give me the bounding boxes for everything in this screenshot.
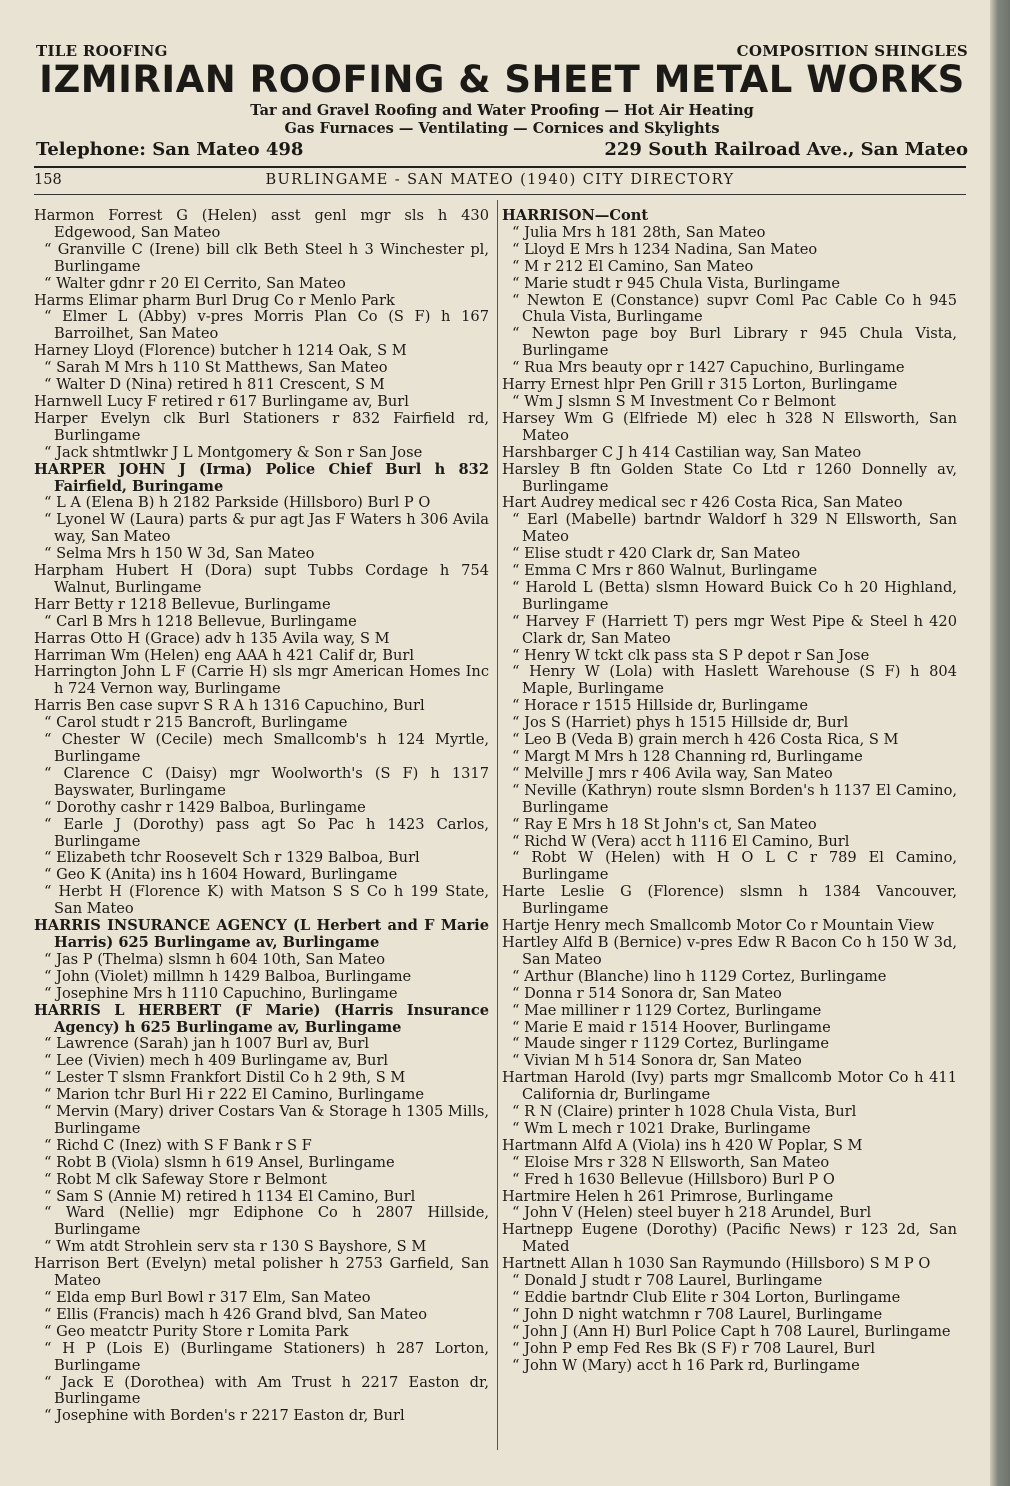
directory-entry: “ H P (Lois E) (Burlingame Stationers) h 287 Lorton, Burlingame [44,1339,489,1374]
directory-entry: Hartman Harold (Ivy) parts mgr Smallcomb Motor Co h 411 California dr, Burlingame [502,1069,957,1104]
directory-entry: “ Mervin (Mary) driver Costars Van & Storage h 1305 Mills, Burlingame [44,1103,489,1137]
directory-entry: “ Ward (Nellie) mgr Ediphone Co h 2807 Hillside, Burlingame [44,1204,489,1239]
directory-entry: “ Herbt H (Florence K) with Matson S S Co h 199 State, San Mateo [44,883,489,918]
directory-entry: “ Donald J studt r 708 Laurel, Burlingame [512,1272,823,1290]
directory-entry: “ Carl B Mrs h 1218 Bellevue, Burlingame [44,612,357,630]
directory-entry: “ Wm L mech r 1021 Drake, Burlingame [512,1119,811,1137]
directory-entry: “ Margt M Mrs h 128 Channing rd, Burlingame [512,748,863,765]
directory-entry: “ John D night watchmn r 708 Laurel, Burlingame [512,1305,883,1323]
directory-entry: Harrison Bert (Evelyn) metal polisher h 2753 Garfield, San Mateo [34,1255,489,1290]
ad-services-line-1: Tar and Gravel Roofing and Water Proofing — Hot Air Heating [250,102,754,119]
directory-entry: “ John P emp Fed Res Bk (S F) r 708 Laurel, Burl [512,1339,876,1357]
directory-entry: Harriman Wm (Helen) eng AAA h 421 Calif dr, Burl [34,646,414,664]
directory-entry: HARRIS INSURANCE AGENCY (L Herbert and F Marie Harris) 625 Burlingame av, Burlingame [34,917,489,951]
directory-entry: “ Earl (Mabelle) bartndr Waldorf h 329 N Ellsworth, San Mateo [512,511,957,546]
directory-entry: Harr Betty r 1218 Bellevue, Burlingame [34,595,331,613]
directory-entry: Hartnepp Eugene (Dorothy) (Pacific News) r 123 2d, San Mated [502,1221,957,1256]
directory-entry: “ Wm atdt Strohlein serv sta r 130 S Bayshore, S M [44,1238,427,1256]
directory-entry: “ Leo B (Veda B) grain merch h 426 Costa Rica, S M [512,731,899,749]
directory-entry: HARPER JOHN J (Irma) Police Chief Burl h 832 Fairfield, Buringame [34,460,489,495]
ad-title: IZMIRIAN ROOFING & SHEET METAL WORKS [39,58,965,101]
directory-entry: Harrington John L F (Carrie H) sls mgr American Homes Inc h 724 Vernon way, Burlingame [34,663,489,698]
directory-entry: “ Earle J (Dorothy) pass agt So Pac h 1423 Carlos, Burlingame [44,815,489,850]
directory-entry: “ Fred h 1630 Bellevue (Hillsboro) Burl P O [512,1170,835,1188]
directory-entry: Harsley B ftn Golden State Co Ltd r 1260 Donnelly av, Burlingame [502,460,957,495]
directory-entry: “ Carol studt r 215 Bancroft, Burlingame [44,714,348,732]
directory-entry: “ Dorothy cashr r 1429 Balboa, Burlingame [44,798,366,816]
directory-entry: “ Walter D (Nina) retired h 811 Crescent, S M [44,376,385,394]
directory-entry: Harsey Wm G (Elfriede M) elec h 328 N Ellsworth, San Mateo [502,409,957,444]
directory-entry: Hartnett Allan h 1030 San Raymundo (Hillsboro) S M P O [502,1255,931,1273]
header-rule [34,166,966,168]
directory-entry: “ Jack E (Dorothea) with Am Trust h 2217 Easton dr, Burlingame [44,1373,489,1408]
directory-entry: “ Newton page boy Burl Library r 945 Chula Vista, Burlingame [512,325,957,360]
directory-entry: Harte Leslie G (Florence) slsmn h 1384 Vancouver, Burlingame [502,883,957,918]
directory-entry: Harpham Hubert H (Dora) supt Tubbs Cordage h 754 Walnut, Burlingame [34,562,489,596]
directory-entry: Harras Otto H (Grace) adv h 135 Avila way, S M [34,629,390,647]
directory-entry: “ Harvey F (Harriett T) pers mgr West Pipe & Steel h 420 Clark dr, San Mateo [512,612,957,647]
directory-entry: “ Clarence C (Daisy) mgr Woolworth's (S F) h 1317 Bayswater, Burlingame [44,764,489,799]
directory-entry: “ Lyonel W (Laura) parts & pur agt Jas F Waters h 306 Avila way, San Mateo [44,511,489,546]
directory-entry: Harper Evelyn clk Burl Stationers r 832 Fairfield rd, Burlingame [34,409,489,444]
directory-entry: “ Rua Mrs beauty opr r 1427 Capuchino, Burlingame [512,359,905,377]
directory-entry: “ Eddie bartndr Club Elite r 304 Lorton, Burlingame [512,1289,901,1306]
directory-entry: “ Lee (Vivien) mech h 409 Burlingame av, Burl [44,1052,389,1070]
directory-entry: “ Jos S (Harriet) phys h 1515 Hillside dr, Burl [512,714,849,732]
directory-entry: “ Maude singer r 1129 Cortez, Burlingame [512,1035,830,1053]
directory-entry: “ Marie E maid r 1514 Hoover, Burlingame [512,1018,831,1036]
directory-entry: Harshbarger C J h 414 Castilian way, San Mateo [502,443,862,461]
directory-entry: “ Marion tchr Burl Hi r 222 El Camino, Burlingame [44,1086,424,1104]
directory-entry: Hart Audrey medical sec r 426 Costa Rica, San Mateo [502,494,903,512]
directory-entry: “ Selma Mrs h 150 W 3d, San Mateo [44,545,315,563]
directory-entry: Harris Ben case supvr S R A h 1316 Capuchino, Burl [34,697,425,715]
page-edge [990,0,1010,1486]
directory-entry: “ Robt B (Viola) slsmn h 619 Ansel, Burlingame [44,1153,395,1171]
directory-entry: “ Josephine with Borden's r 2217 Easton dr, Burl [44,1407,405,1425]
ad-address: 229 South Railroad Ave., San Mateo [604,139,968,160]
directory-entry: “ Lawrence (Sarah) jan h 1007 Burl av, Burl [44,1035,369,1053]
header-underline [34,194,966,195]
right-column [502,208,957,1375]
directory-entry: “ Mae milliner r 1129 Cortez, Burlingame [512,1001,822,1019]
directory-entry: “ John (Violet) millmn h 1429 Balboa, Burlingame [44,967,412,985]
directory-entry: “ Sam S (Annie M) retired h 1134 El Camino, Burl [44,1187,416,1205]
directory-entry: “ Julia Mrs h 181 28th, San Mateo [512,223,766,241]
directory-entry: HARRISON—Cont [502,207,649,224]
directory-entry: “ Josephine Mrs h 1110 Capuchino, Burlingame [44,984,398,1002]
directory-entry: “ John W (Mary) acct h 16 Park rd, Burlingame [512,1356,860,1374]
left-column [34,208,489,1425]
ad-right-tag: COMPOSITION SHINGLES [736,42,968,60]
directory-entry: “ Henry W (Lola) with Haslett Warehouse (S F) h 804 Maple, Burlingame [512,663,957,698]
directory-entry: “ Arthur (Blanche) lino h 1129 Cortez, Burlingame [512,967,887,985]
page-number: 158 [34,172,62,188]
directory-entry: “ Emma C Mrs r 860 Walnut, Burlingame [512,562,818,580]
directory-entry: “ Newton E (Constance) supvr Coml Pac Cable Co h 945 Chula Vista, Burlingame [512,291,957,326]
directory-entry: “ Elise studt r 420 Clark dr, San Mateo [512,545,801,563]
column-divider [497,200,498,1450]
directory-entry: “ Geo meatctr Purity Store r Lomita Park [44,1322,349,1340]
ad-contact [36,139,968,161]
directory-entry: “ Neville (Kathryn) route slsmn Borden's h 1137 El Camino, Burlingame [512,781,957,816]
directory-entry: Harmon Forrest G (Helen) asst genl mgr sls h 430 Edgewood, San Mateo [34,207,489,241]
directory-entry: Harry Ernest hlpr Pen Grill r 315 Lorton, Burlingame [502,376,898,394]
directory-entry: “ Jas P (Thelma) slsmn h 604 10th, San Mateo [44,950,386,968]
directory-entry: Harms Elimar pharm Burl Drug Co r Menlo Park [34,291,395,309]
directory-entry: “ Sarah M Mrs h 110 St Matthews, San Mateo [44,359,388,377]
directory-entry: “ Ray E Mrs h 18 St John's ct, San Mateo [512,815,817,833]
directory-entry: “ L A (Elena B) h 2182 Parkside (Hillsboro) Burl P O [44,494,431,512]
directory-entry: “ Geo K (Anita) ins h 1604 Howard, Burlingame [44,866,398,884]
directory-entry: “ Richd W (Vera) acct h 1116 El Camino, Burl [512,832,850,850]
directory-entry: “ Marie studt r 945 Chula Vista, Burlingame [512,274,840,292]
directory-entry: “ Robt W (Helen) with H O L C r 789 El Camino, Burlingame [512,849,957,884]
directory-entry: “ R N (Claire) printer h 1028 Chula Vista, Burl [512,1103,857,1121]
directory-entry: “ Ellis (Francis) mach h 426 Grand blvd, San Mateo [44,1305,427,1323]
directory-entry: “ Jack shtmtlwkr J L Montgomery & Son r San Jose [44,443,423,461]
directory-entry: “ Melville J mrs r 406 Avila way, San Mateo [512,764,833,782]
directory-entry: “ Walter gdnr r 20 El Cerrito, San Mateo [44,274,346,292]
advertisement-banner [36,42,968,161]
directory-entry: “ Vivian M h 514 Sonora dr, San Mateo [512,1052,802,1070]
ad-left-tag: TILE ROOFING [36,42,168,60]
directory-entry: Hartmann Alfd A (Viola) ins h 420 W Poplar, S M [502,1136,863,1154]
directory-entry: “ Horace r 1515 Hillside dr, Burlingame [512,697,808,715]
directory-entry: HARRIS L HERBERT (F Marie) (Harris Insurance Agency) h 625 Burlingame av, Burlingame [34,1001,489,1036]
directory-entry: “ Henry W tckt clk pass sta S P depot r San Jose [512,646,870,664]
directory-entry: Harnwell Lucy F retired r 617 Burlingame av, Burl [34,392,409,410]
directory-entry: “ Elizabeth tchr Roosevelt Sch r 1329 Balboa, Burl [44,849,420,867]
directory-entry: “ Elda emp Burl Bowl r 317 Elm, San Mateo [44,1289,371,1306]
directory-entry: “ Granville C (Irene) bill clk Beth Steel h 3 Winchester pl, Burlingame [44,240,489,275]
directory-entry: “ Harold L (Betta) slsmn Howard Buick Co h 20 Highland, Burlingame [512,578,957,613]
directory-entry: “ Lloyd E Mrs h 1234 Nadina, San Mateo [512,240,818,258]
directory-entry: “ Chester W (Cecile) mech Smallcomb's h 124 Myrtle, Burlingame [44,731,489,765]
directory-entry: Hartje Henry mech Smallcomb Motor Co r Mountain View [502,917,935,935]
directory-entry: “ Elmer L (Abby) v-pres Morris Plan Co (S F) h 167 Barroilhet, San Mateo [44,308,489,343]
directory-entry: “ John J (Ann H) Burl Police Capt h 708 Laurel, Burlingame [512,1322,951,1340]
directory-entry: Hartley Alfd B (Bernice) v-pres Edw R Bacon Co h 150 W 3d, San Mateo [502,933,957,968]
directory-entry: “ Donna r 514 Sonora dr, San Mateo [512,984,782,1002]
directory-entry: “ John V (Helen) steel buyer h 218 Arundel, Burl [512,1204,872,1222]
ad-telephone: Telephone: San Mateo 498 [36,139,304,160]
directory-entry: Hartmire Helen h 261 Primrose, Burlingame [502,1187,834,1205]
directory-entry: “ Robt M clk Safeway Store r Belmont [44,1170,327,1188]
directory-entry: “ M r 212 El Camino, San Mateo [512,257,754,275]
ad-services-line-2: Gas Furnaces — Ventilating — Cornices and Skylights [284,120,720,137]
directory-entry: “ Richd C (Inez) with S F Bank r S F [44,1136,312,1154]
directory-entry: Harney Lloyd (Florence) butcher h 1214 Oak, S M [34,342,407,360]
directory-entry: “ Wm J slsmn S M Investment Co r Belmont [512,392,836,410]
directory-entry: “ Eloise Mrs r 328 N Ellsworth, San Mateo [512,1153,830,1171]
directory-entry: “ Lester T slsmn Frankfort Distil Co h 2 9th, S M [44,1069,406,1087]
directory-title: BURLINGAME - SAN MATEO (1940) CITY DIRECTORY [265,172,735,188]
